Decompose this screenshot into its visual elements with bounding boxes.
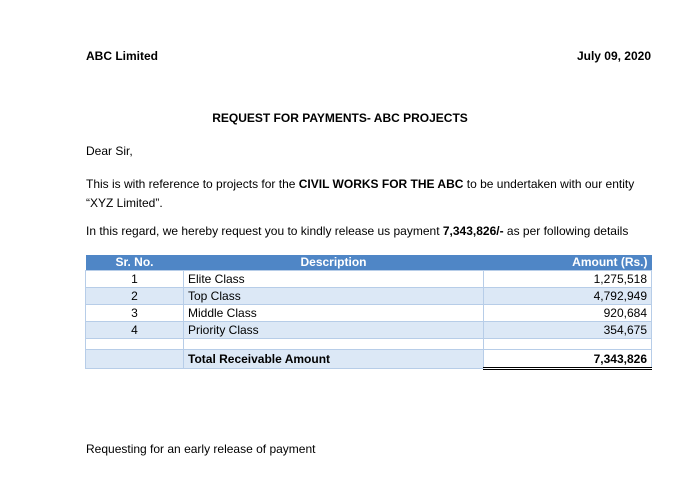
row-description: Middle Class [184, 305, 484, 322]
table-row [86, 288, 652, 305]
table-row [86, 271, 652, 288]
row-sr-no: 4 [86, 322, 184, 339]
table-row [86, 305, 652, 322]
letter-subject: REQUEST FOR PAYMENTS- ABC PROJECTS [212, 111, 468, 125]
row-description: Elite Class [184, 271, 484, 288]
reference-text-pre: This is with reference to projects for the [86, 177, 299, 191]
closing-line: Requesting for an early release of payment [86, 442, 316, 456]
row-description: Priority Class [184, 322, 484, 339]
table-spacer-row [86, 339, 652, 350]
row-description: Top Class [184, 288, 484, 305]
request-amount: 7,343,826/- [442, 224, 504, 238]
request-text-pre: In this regard, we hereby request you to kindly release us payment [86, 224, 443, 238]
request-text-post: as per following details [503, 224, 629, 238]
row-sr-no: 1 [86, 271, 184, 288]
letter-date: July 09, 2020 [576, 49, 651, 63]
request-paragraph [86, 224, 656, 238]
total-label: Total Receivable Amount [184, 350, 484, 369]
reference-project-name: CIVIL WORKS FOR THE ABC [298, 177, 464, 191]
spacer-cell [184, 339, 484, 350]
table-row [86, 322, 652, 339]
row-amount: 354,675 [484, 322, 652, 339]
row-amount: 920,684 [484, 305, 652, 322]
row-sr-no: 2 [86, 288, 184, 305]
salutation: Dear Sir, [86, 144, 133, 158]
total-empty-cell [86, 350, 184, 369]
spacer-cell [86, 339, 184, 350]
header-amount: Amount (Rs.) [484, 255, 652, 271]
total-amount: 7,343,826 [484, 350, 652, 369]
table-header-row [86, 255, 652, 271]
company-name: ABC Limited [86, 49, 158, 63]
header-sr-no: Sr. No. [86, 255, 184, 271]
row-amount: 4,792,949 [484, 288, 652, 305]
spacer-cell [484, 339, 652, 350]
payment-table [85, 255, 652, 370]
header-description: Description [184, 255, 484, 271]
table-total-row [86, 350, 652, 369]
reference-text-post: to be undertaken with our entity “XYZ Limited”. [86, 177, 635, 210]
row-sr-no: 3 [86, 305, 184, 322]
reference-paragraph [86, 175, 656, 213]
row-amount: 1,275,518 [484, 271, 652, 288]
